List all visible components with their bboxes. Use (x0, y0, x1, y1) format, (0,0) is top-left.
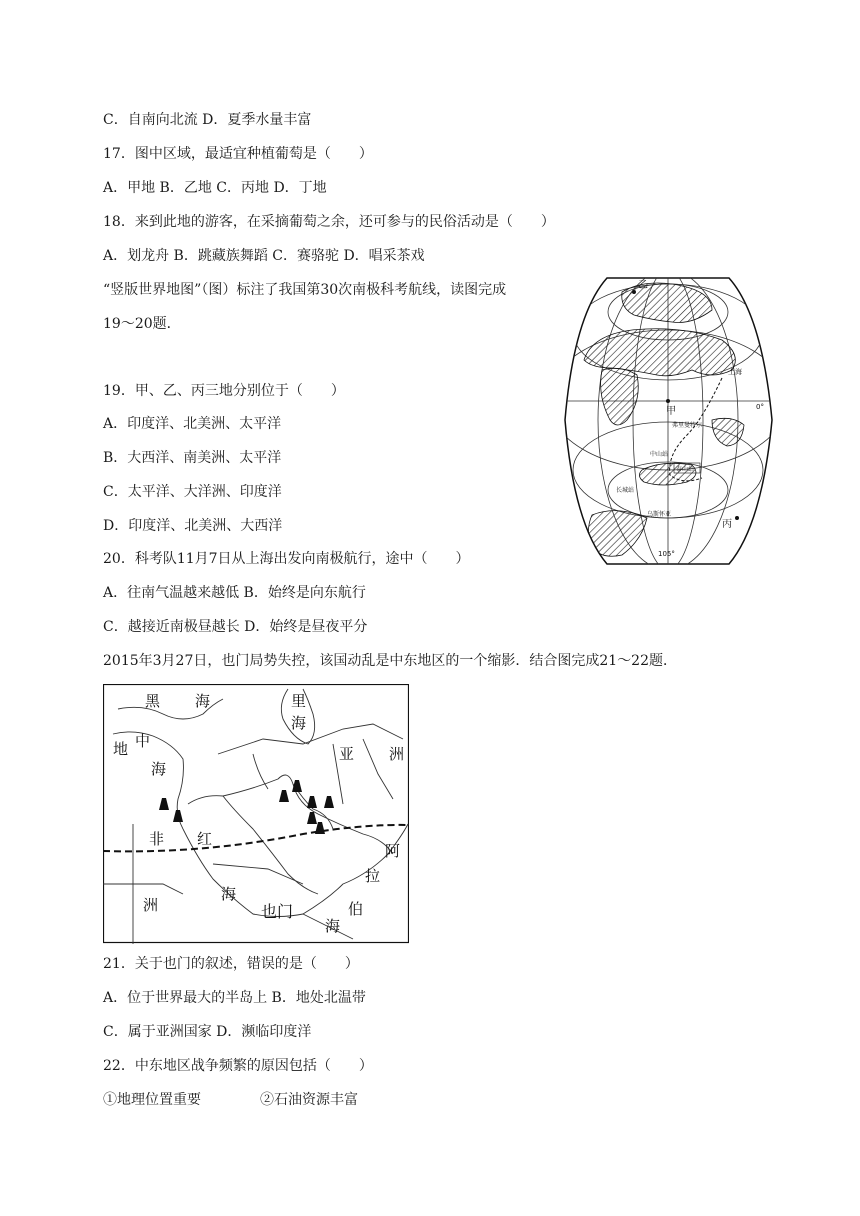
label-la: 拉 (365, 867, 381, 885)
label-zhong: 中 (135, 732, 151, 750)
q20-options-line2: C．越接近南极昼越长 D．始终是昼夜平分 (103, 619, 368, 635)
label-hai-red: 海 (221, 885, 237, 903)
q16-options: C．自南向北流 D．夏季水量丰富 (103, 112, 312, 128)
q19-question: 19．甲、乙、丙三地分别位于（ ） (103, 383, 345, 399)
label-hong: 红 (197, 830, 213, 848)
q19-option-d: D．印度洋、北美洲、大西洋 (103, 518, 283, 534)
label-station-box: 泰山站 (676, 466, 695, 473)
label-hai-arab: 海 (325, 917, 341, 935)
label-zhou-africa: 洲 (143, 896, 159, 914)
intro-21-22: 2015年3月27日，也门局势失控，该国动乱是中东地区的一个缩影．结合图完成21～22题． (103, 653, 677, 669)
q18-options: A．划龙舟 B．跳藏族舞蹈 C．赛骆驼 D．唱采茶戏 (103, 248, 425, 264)
q21-options-line1: A．位于世界最大的半岛上 B．地处北温带 (103, 990, 366, 1006)
label-yi: 乙 (638, 280, 648, 291)
label-hei: 黑 (145, 692, 161, 710)
label-hai-caspian: 海 (291, 714, 307, 732)
label-route: 弗里曼特尔 (672, 422, 703, 429)
label-yemen: 也门 (261, 902, 294, 921)
label-equator: 0° (756, 403, 764, 411)
q20-options-line1: A．往南气温越来越低 B．始终是向东航行 (103, 585, 366, 601)
label-zhongshan: 中山站 (650, 451, 669, 458)
label-a: 阿 (385, 842, 401, 860)
label-ya: 亚 (339, 745, 355, 763)
label-hai-black: 海 (195, 692, 211, 710)
q21-options-line2: C．属于亚洲国家 D．濒临印度洋 (103, 1024, 312, 1040)
label-shanghai: 上海 (728, 368, 742, 376)
q19-option-c: C．太平洋、大洋洲、印度洋 (103, 484, 282, 500)
vertical-world-map (562, 270, 774, 578)
intro-19-20-line2: 19～20题． (103, 316, 181, 332)
label-li: 里 (291, 692, 307, 710)
q22-item1: ①地理位置重要 (103, 1092, 201, 1108)
q22-question: 22．中东地区战争频繁的原因包括（ ） (103, 1058, 373, 1074)
label-jia: 甲 (666, 406, 676, 417)
label-fei: 非 (149, 830, 165, 848)
label-di: 地 (113, 740, 129, 758)
q18-question: 18．来到此地的游客，在采摘葡萄之余，还可参与的民俗活动是（ ） (103, 214, 555, 230)
label-ross: 乌斯怀亚 (647, 511, 672, 518)
middle-east-map (103, 684, 409, 944)
q17-question: 17．图中区域，最适宜种植葡萄是（ ） (103, 146, 373, 162)
label-changcheng: 长城站 (616, 487, 635, 494)
intro-19-20-line1: “竖版世界地图”（图）标注了我国第30次南极科考航线，读图完成 (103, 282, 507, 298)
label-hai-med: 海 (151, 760, 167, 778)
q21-question: 21．关于也门的叙述，错误的是（ ） (103, 956, 359, 972)
q17-options: A．甲地 B．乙地 C．丙地 D．丁地 (103, 180, 327, 196)
q20-question: 20．科考队11月7日从上海出发向南极航行，途中（ ） (103, 551, 470, 567)
q19-option-b: B．大西洋、南美洲、太平洋 (103, 450, 282, 466)
label-zhou-asia: 洲 (389, 745, 405, 763)
label-bing: 丙 (722, 519, 732, 530)
label-105: 105° (658, 550, 675, 558)
label-bo: 伯 (348, 900, 364, 918)
q19-option-a: A．印度洋、北美洲、太平洋 (103, 416, 282, 432)
q22-item2: ②石油资源丰富 (260, 1092, 358, 1108)
